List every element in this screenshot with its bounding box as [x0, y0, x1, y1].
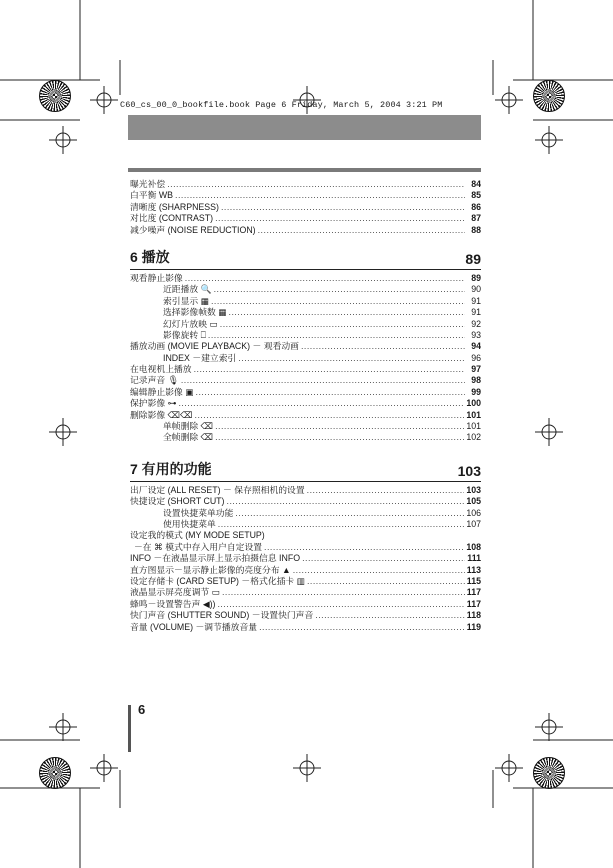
toc-entry-label: 对比度 (CONTRAST) [130, 213, 214, 224]
toc-entry-page: 97 [471, 364, 481, 375]
toc-entry-label: 设定我的模式 (MY MODE SETUP) [130, 530, 265, 541]
toc-entry [130, 398, 481, 409]
toc-entry-page: 117 [466, 587, 481, 598]
toc-entry-label: 播放动画 (MOVIE PLAYBACK) － 观看动画 [130, 341, 299, 352]
toc-entry-page: 92 [471, 318, 481, 329]
table-of-contents [130, 179, 481, 633]
leader-dots [195, 410, 465, 421]
toc-entry [130, 364, 481, 375]
toc-entry [130, 330, 481, 341]
toc-entry-page: 111 [467, 553, 481, 564]
toc-entry [130, 421, 481, 432]
leader-dots [167, 179, 465, 190]
toc-entry-page: 85 [471, 190, 481, 201]
leader-dots [302, 553, 465, 564]
toc-entry [130, 530, 481, 541]
leader-dots [293, 565, 465, 576]
header-band [128, 115, 481, 140]
chapter-6-title: 6 播放 [130, 248, 170, 265]
leader-dots [259, 622, 465, 633]
toc-entry-label: 设置快捷菜单功能 [163, 507, 234, 518]
toc-entry-label: 观看静止影像 [130, 272, 183, 283]
toc-entry [130, 387, 481, 398]
toc-entry [130, 190, 481, 201]
toc-entry-page: 87 [471, 213, 481, 224]
toc-entry-page: 107 [466, 518, 481, 529]
toc-entry-page: 99 [471, 386, 481, 397]
toc-entry-page: 100 [466, 398, 481, 409]
top-entries [130, 179, 481, 236]
toc-entry-label: －在 ⌘ 模式中存入用户自定设置 [134, 541, 263, 552]
toc-entry-label: 近距播放 🔍 [163, 284, 212, 295]
leader-dots [215, 432, 464, 443]
toc-entry-label: 快门声音 (SHUTTER SOUND) －设置快门声音 [130, 610, 314, 621]
toc-entry-page: 115 [466, 575, 481, 586]
toc-entry [130, 284, 481, 295]
toc-entry-page: 90 [471, 284, 481, 295]
toc-entry-label: 在电视机上播放 [130, 364, 192, 375]
toc-entry-label: INFO －在液晶显示屏上显示拍摄信息 INFO [130, 553, 301, 564]
toc-entry-label: 减少噪声 (NOISE REDUCTION) [130, 224, 256, 235]
leader-dots [307, 485, 465, 496]
leader-dots [215, 421, 464, 432]
toc-entry-page: 86 [471, 201, 481, 212]
toc-entry [130, 307, 481, 318]
leader-dots [229, 307, 465, 318]
toc-entry [130, 599, 481, 610]
chapter-7-entries [130, 485, 481, 633]
chapter-6-heading [130, 248, 481, 270]
leader-dots [218, 519, 465, 530]
toc-entry-page: 98 [471, 375, 481, 386]
toc-entry-page: 106 [466, 507, 481, 518]
page-number: 6 [138, 702, 146, 717]
toc-entry-label: 保护影像 ⊶ [130, 398, 177, 409]
toc-entry-label: 影像旋转 ⎕ [163, 329, 206, 340]
toc-entry-page: 96 [471, 352, 481, 363]
leader-dots [220, 319, 465, 330]
leader-dots [221, 202, 465, 213]
leader-dots [211, 296, 465, 307]
leader-dots [217, 599, 464, 610]
chapter-6-entries [130, 273, 481, 444]
toc-entry-label: 编辑静止影像 ▣ [130, 386, 194, 397]
file-header: C60_cs_00_0_bookfile.book Page 6 Friday, March 5, 2004 3:21 PM [120, 100, 443, 110]
toc-entry [130, 213, 481, 224]
leader-dots [227, 496, 465, 507]
toc-entry [130, 410, 481, 421]
toc-entry [130, 587, 481, 598]
toc-entry-label: 出厂设定 (ALL RESET) － 保存照相机的设置 [130, 484, 305, 495]
leader-dots [238, 353, 465, 364]
toc-entry [130, 202, 481, 213]
toc-entry-label: 快捷设定 (SHORT CUT) [130, 496, 225, 507]
toc-entry [130, 496, 481, 507]
toc-entry-page: 118 [466, 610, 481, 621]
leader-dots [222, 587, 465, 598]
chapter-7-heading [130, 460, 481, 482]
toc-entry-label: 白平衡 WB [130, 190, 174, 201]
toc-entry-label: 全帧删除 ⌫ [163, 432, 214, 443]
leader-dots [208, 330, 465, 341]
toc-entry-label: 直方图显示－显示静止影像的亮度分布 ▲ [130, 564, 291, 575]
toc-entry [130, 341, 481, 352]
leader-dots [178, 398, 464, 409]
toc-entry [130, 576, 481, 587]
chapter-7-page: 103 [457, 462, 481, 479]
toc-entry-page: 102 [466, 432, 481, 443]
toc-entry [130, 622, 481, 633]
leader-dots [264, 542, 464, 553]
leader-dots [235, 508, 464, 519]
toc-entry [130, 610, 481, 621]
toc-entry [130, 565, 481, 576]
toc-entry-label: INDEX －建立索引 [163, 352, 237, 363]
toc-entry [130, 319, 481, 330]
toc-entry-label: 删除影像 ⌫⌫ [130, 409, 193, 420]
toc-entry-label: 使用快捷菜单 [163, 518, 216, 529]
toc-entry-page: 117 [466, 598, 481, 609]
toc-entry-label: 幻灯片放映 ▭ [163, 318, 218, 329]
toc-entry-label: 选择影像帧数 ▦ [163, 307, 227, 318]
toc-entry-page: 113 [466, 564, 481, 575]
toc-entry [130, 432, 481, 443]
toc-entry [130, 296, 481, 307]
toc-entry-page: 84 [471, 179, 481, 189]
toc-entry-page: 119 [466, 621, 481, 632]
toc-entry [130, 225, 481, 236]
leader-dots [258, 225, 465, 236]
leader-dots [315, 610, 465, 621]
toc-entry-page: 89 [471, 272, 481, 283]
toc-entry-label: 蜂鸣－设置警告声 ◀)) [130, 598, 216, 609]
leader-dots [307, 576, 465, 587]
toc-entry-page: 94 [471, 341, 481, 352]
toc-entry [130, 519, 481, 530]
toc-entry [130, 179, 481, 190]
toc-entry-page: 88 [471, 224, 481, 235]
toc-entry [130, 542, 481, 553]
leader-dots [301, 341, 465, 352]
leader-dots [215, 213, 465, 224]
toc-entry-label: 清晰度 (SHARPNESS) [130, 201, 219, 212]
leader-dots [185, 273, 465, 284]
toc-entry-label: 索引显示 ▦ [163, 295, 209, 306]
page-number-bar [128, 705, 131, 752]
toc-entry-label: 单帧删除 ⌫ [163, 421, 214, 432]
toc-entry-page: 105 [466, 496, 481, 507]
toc-entry-label: 设定存储卡 (CARD SETUP) －格式化插卡 ▥ [130, 575, 305, 586]
toc-entry-page: 101 [466, 409, 481, 420]
leader-dots [175, 190, 465, 201]
toc-entry-page: 91 [471, 295, 481, 306]
toc-entry-page: 103 [466, 484, 481, 495]
top-rule [128, 168, 481, 172]
chapter-6-page: 89 [465, 250, 481, 267]
toc-entry [130, 508, 481, 519]
toc-entry [130, 353, 481, 364]
toc-entry [130, 553, 481, 564]
chapter-7-title: 7 有用的功能 [130, 460, 212, 477]
toc-entry-page: 108 [466, 541, 481, 552]
leader-dots [181, 375, 465, 386]
toc-entry-label: 液晶显示屏亮度调节 ▭ [130, 587, 220, 598]
leader-dots [214, 284, 465, 295]
toc-entry-label: 记录声音 🎙 [130, 375, 179, 386]
toc-entry-label: 音量 (VOLUME) －调节播放音量 [130, 621, 258, 632]
leader-dots [196, 387, 465, 398]
toc-entry [130, 485, 481, 496]
toc-entry [130, 273, 481, 284]
toc-entry-page: 101 [466, 421, 481, 432]
toc-entry-page: 91 [471, 307, 481, 318]
leader-dots [194, 364, 465, 375]
toc-entry [130, 375, 481, 386]
toc-entry-label: 曝光补偿 [130, 179, 166, 189]
toc-entry-page: 93 [471, 329, 481, 340]
